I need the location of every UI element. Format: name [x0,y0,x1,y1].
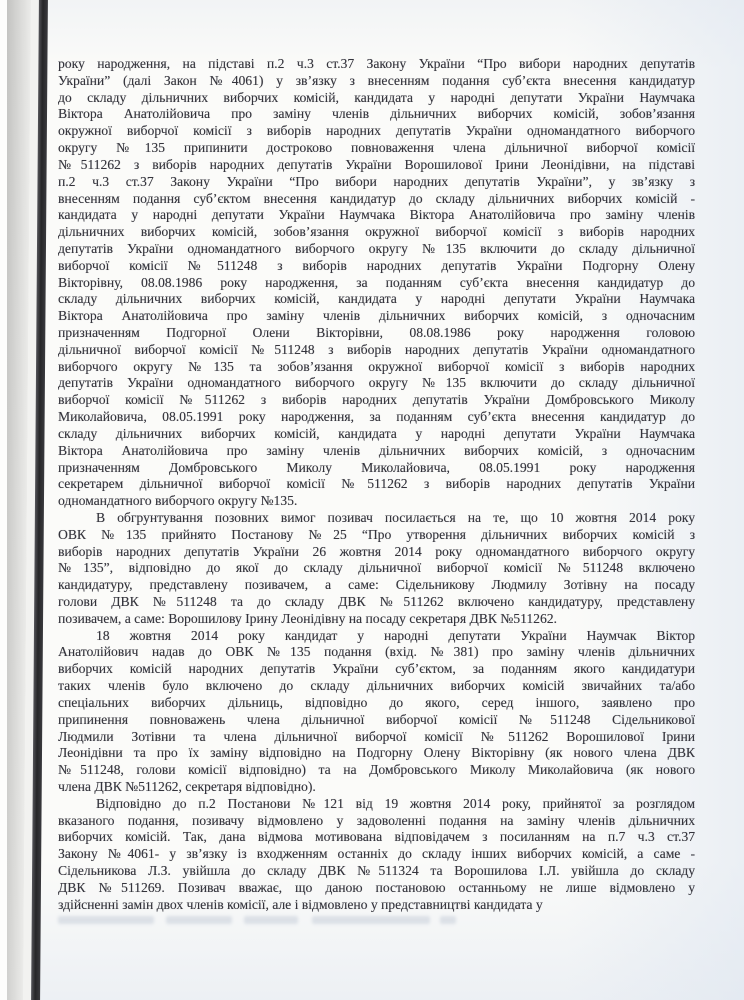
text-line: депутатів України одномандатного виборчого округу №135 включити до складу дільничної [58,240,695,256]
bleed-through-blob [58,916,154,924]
text-line: №511262 з виборів народних депутатів України Ворошилової Ірини Леонідівни, на підставі [58,156,695,172]
text-line: Леонідівни та про їх заміну відповідно на Подгорну Олену Вікторівну (як нового члена ДВК [58,745,695,761]
text-line: окружної виборчої комісії з виборів народних депутатів України одномандатного виборчого [58,123,695,139]
text-line: №135”, відповідно до якої до складу дільничної виборчої комісії №511248 включено [58,560,695,576]
text-line: виборчих комісій народних депутатів України суб’єктом, за поданням якого кандидатури [58,661,695,677]
text-line: секретарем дільничної виборчої комісії №511262 з виборів народних депутатів України [58,476,695,492]
text-line: Сідельникова Л.З. увійшла до складу ДВК №511324 та Ворошилова І.Л. увійшла до складу [58,863,695,878]
text-line: депутатів України одномандатного виборчого округу №135 включити до складу дільничної [58,375,695,391]
text-line: Віктора Анатолійовича про заміну членів дільничних виборчих комісій, зобов’язання [58,106,695,122]
text-line: виборчих комісій. Так, дана відмова мотивована відповідачем з посиланням на п.7 ч.3 ст.37 [58,829,695,845]
text-line: ОВК №135 прийнято Постанову №25 “Про утворення дільничних виборчих комісій з [58,526,695,542]
text-line: кандидата у народні депутати України Наумчака Віктора Анатолійовича про заміну членів [58,207,695,223]
paragraph [58,796,695,914]
bleed-through-blob [166,916,232,924]
text-line: припинення повноважень члена дільничної виборчої комісії №511248 Сідельникової [58,711,695,727]
text-line: вказаного подання, позивачу відмовлено у задоволенні подання на заміну членів дільничних [58,812,695,828]
paragraph [58,56,695,510]
paragraph [58,510,695,628]
text-line: виборчої комісії №511248 з виборів народних депутатів України Подгорну Олену [58,257,695,273]
text-line: Людмили Зотівни та члена дільничної виборчої комісії №511262 Ворошилової Ірини [58,728,695,744]
text-line: Вікторівну, 08.08.1986 року народження, за поданням суб’єкта внесення кандидатур до [58,274,695,290]
text-line: одномандатного виборчого округу №135. [58,493,298,509]
text-line: Відповідно до п.2 Постанови №121 від 19 жовтня 2014 року, прийнятої за розглядом [96,795,695,811]
text-line: виборів народних депутатів України 26 жовтня 2014 року одномандатного виборчого округу [58,543,695,559]
text-line: складу дільничних виборчих комісій, кандидата у народні депутати України Наумчака [58,291,695,307]
text-line: до складу дільничних виборчих комісій, кандидата у народні депутати України Наумчака [58,89,695,105]
bleed-through-blob [440,916,456,924]
text-line: спеціальних виборчих дільниць, відповідно до якого, серед іншого, заявлено про [58,694,695,710]
document-body-text [58,56,695,913]
text-line: ДВК №511269. Позивач вважає, що даною постановою останньому не лише відмовлено у [58,879,695,895]
text-line: року народження, на підставі п.2 ч.3 ст.37 Закону України “Про вибори народних депутатів [58,56,695,71]
text-line: дільничної виборчої комісії №511248 з виборів народних депутатів України одномандатного [58,341,695,357]
text-line: №511248, голови комісії відповідно) та на Домбровського Миколу Миколайовича (як нового [58,762,695,778]
text-line: внесенням подання суб’єктом внесення кандидатур до складу дільничних виборчих комісій - [58,190,695,206]
text-line: позивачем, а саме: Ворошилову Ірину Леонідівну на посаду секретаря ДВК №511262. [58,610,557,626]
text-line: округу №135 припинити достроково повноваження члена дільничної виборчої комісії [58,140,695,156]
text-line: здійсненні замін двох членів комісії, але і відмовлено у представництві кандидата у [58,896,543,912]
text-line: таких членів було включено до складу дільничних виборчих комісій звичайних та/або [58,678,695,694]
text-line: виборчого округу №135 та зобов’язання окружної виборчої комісії з виборів народних [58,358,695,374]
text-line: Віктора Анатолійовича про заміну членів дільничних виборчих комісій, з одночасним [58,308,695,324]
text-line: Анатолійович надав до ОВК №135 подання (вхід. №381) про заміну членів дільничних [58,644,695,660]
text-line: члена ДВК №511262, секретаря відповідно). [58,778,316,794]
scan-edge-margin [0,0,7,1000]
bleed-through-blob [244,916,298,924]
text-line: України” (далі Закон №4061) у зв’язку з внесенням подання суб’єкта внесення кандидатур [58,72,695,88]
text-line: В обгрунтування позовних вимог позивач посилається на те, що 10 жовтня 2014 року [96,509,695,525]
text-line: Віктора Анатолійовича про заміну членів дільничних виборчих комісій, з одночасним [58,442,695,458]
text-line: голови ДВК №511248 та до складу ДВК №511262 включено кандидатуру, представлену [58,594,695,609]
text-line: призначенням Подгорної Олени Вікторівни, 08.08.1986 року народження головою [58,325,695,340]
bleed-through-text [0,914,744,928]
bleed-through-blob [312,916,430,924]
text-line: складу дільничних виборчих комісій, кандидата у народні депутати України Наумчака [58,425,695,441]
text-line: 18 жовтня 2014 року кандидат у народні депутати України Наумчак Віктор [96,627,695,643]
text-line: Миколайовича, 08.05.1991 року народження, за поданням суб’єкта внесення кандидатур до [58,409,695,425]
text-line: дільничних виборчих комісій, зобов’язання окружної виборчої комісії з виборів народних [58,224,695,240]
paragraph [58,628,695,796]
text-line: виборчої комісії №511262 з виборів народних депутатів України Домбровського Миколу [58,392,695,408]
text-line: кандидатуру, представлену позивачем, а саме: Сідельникову Людмилу Зотівну на посаду [58,577,695,593]
text-line: Закону №4061- у зв’язку із входженням останніх до складу інших виборчих комісій, а саме - [58,846,695,862]
scan-left-edge [0,0,54,1000]
text-line: призначенням Домбровського Миколу Миколайовича, 08.05.1991 року народження [58,459,695,475]
text-line: п.2 ч.3 ст.37 Закону України “Про вибори народних депутатів України”, у зв’язку з [58,173,695,189]
